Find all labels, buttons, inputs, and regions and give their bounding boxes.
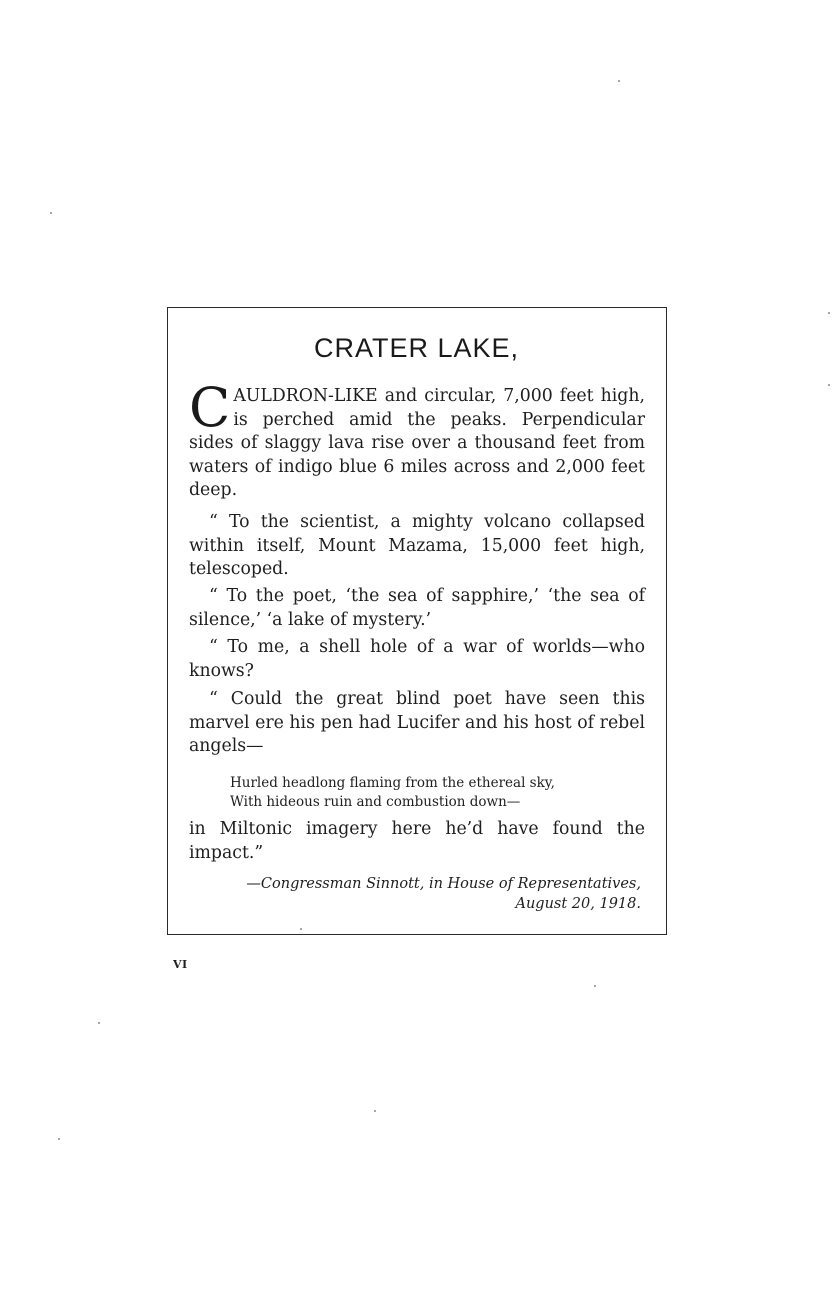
paragraph-6: in Miltonic imagery here he’d have found the impact.” [189, 819, 645, 863]
attribution-line-1: —Congressman Sinnott, in House of Representatives, [246, 876, 641, 892]
paragraph-4: “ To me, a shell hole of a war of worlds—who knows? [189, 637, 645, 681]
paragraph-1-text: AULDRON-LIKE and circular, 7,000 feet high, is perched amid the peaks. Perpendicular sides of slaggy lava rise over a thousand feet from waters of indigo blue 6 miles across and 2,000 feet deep. [189, 386, 645, 500]
drop-cap: C [189, 376, 231, 439]
paragraph-3: “ To the poet, ‘the sea of sapphire,’ ‘the sea of silence,’ ‘a lake of mystery.’ [189, 586, 645, 630]
paper-speck [98, 1022, 100, 1024]
paragraph-2: “ To the scientist, a mighty volcano collapsed within itself, Mount Mazama, 15,000 feet high, telescoped. [189, 512, 645, 579]
paper-speck [828, 384, 830, 386]
verse-line-2: With hideous ruin and combustion down— [230, 794, 521, 810]
paper-speck [374, 1110, 376, 1112]
verse-line-1: Hurled headlong flaming from the ethereal sky, [230, 775, 555, 791]
paragraph-1 [189, 376, 645, 503]
paper-speck [50, 212, 52, 214]
paper-speck [618, 80, 620, 82]
paragraph-5: “ Could the great blind poet have seen this marvel ere his pen had Lucifer and his host of rebel angels— [189, 689, 645, 756]
paper-speck [594, 985, 596, 987]
paper-speck [300, 928, 302, 930]
attribution-line-2: August 20, 1918. [515, 896, 641, 912]
paper-speck [828, 312, 830, 314]
page-title: CRATER LAKE, [313, 333, 520, 363]
paper-speck [58, 1138, 60, 1140]
page-number: VI [173, 958, 188, 971]
